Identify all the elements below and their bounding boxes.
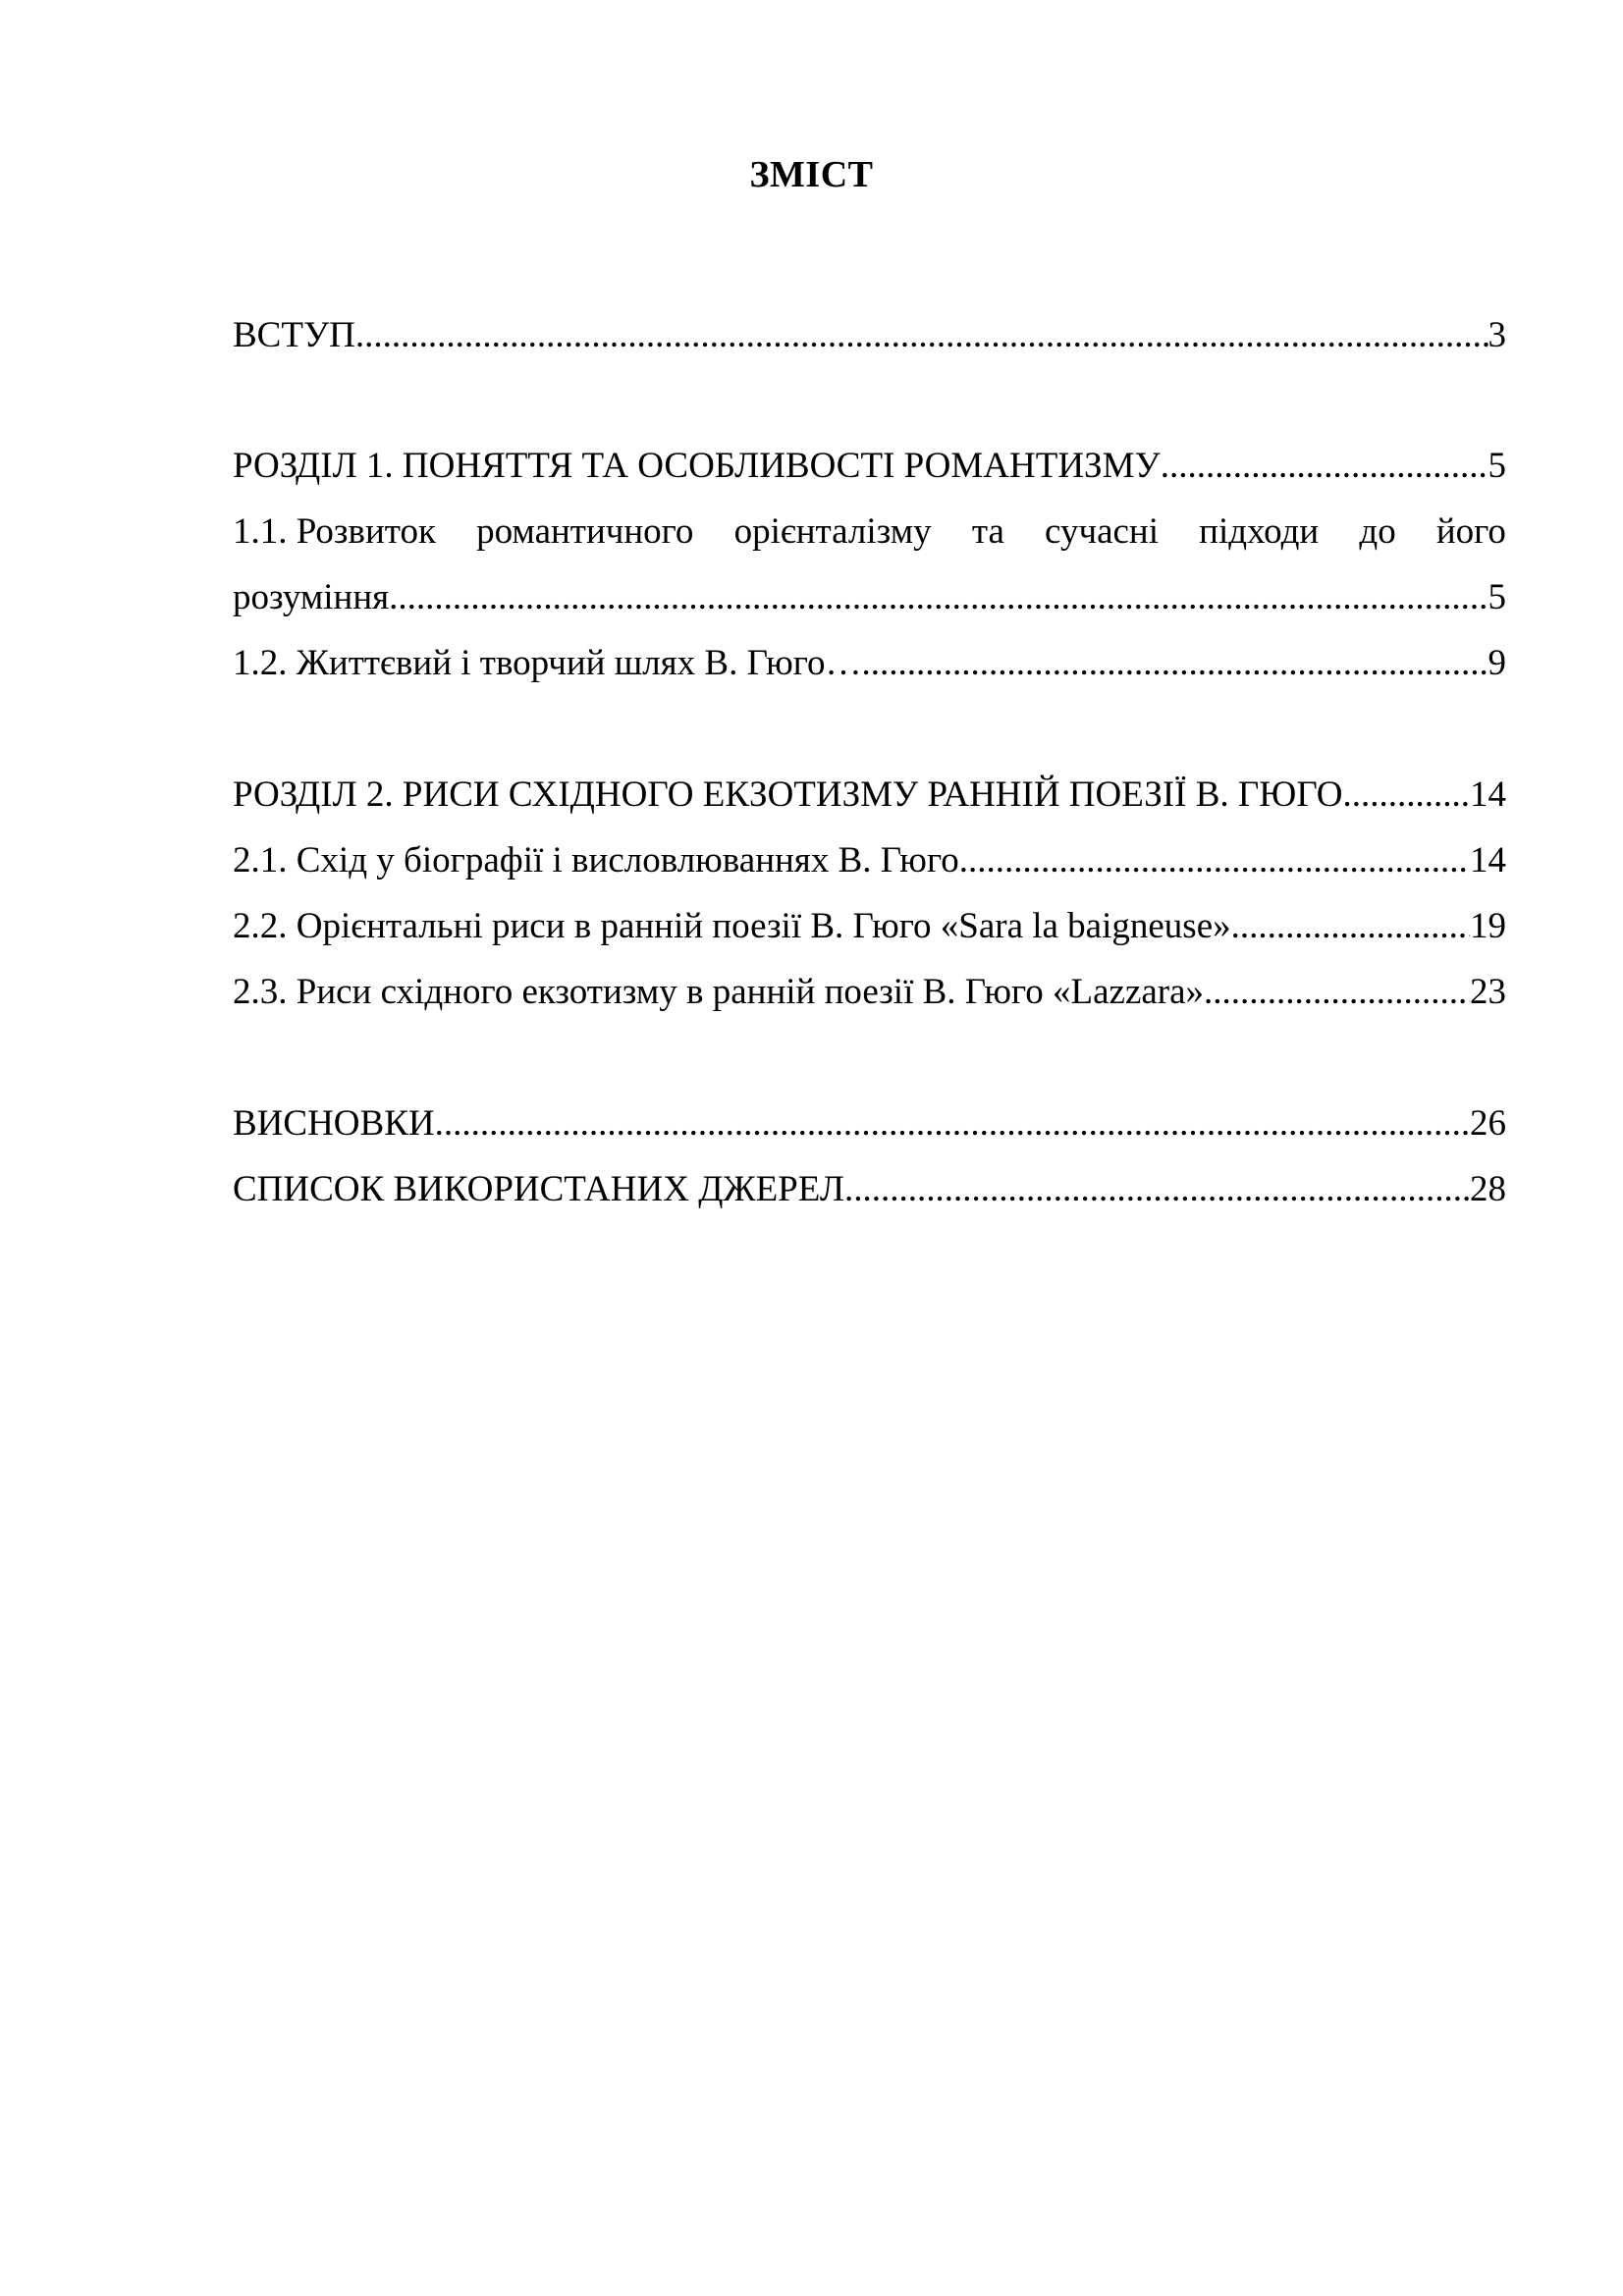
toc-page-number: 3 <box>1488 315 1506 355</box>
dot-leader <box>389 572 1488 623</box>
toc-entry-label: 2.3. Риси східного екзотизму в ранній поезії В. Гюго «Lazzara» <box>233 972 1205 1012</box>
toc-page-number: 5 <box>1488 446 1506 486</box>
toc-entry-label: ВИСНОВКИ <box>233 1103 435 1144</box>
dot-leader <box>862 638 1488 689</box>
dot-leader <box>1343 770 1470 821</box>
toc-entry-label: РОЗДІЛ 2. РИСИ СХІДНОГО ЕКЗОТИЗМУ РАННІЙ ПОЕЗІЇ В. ГЮГО <box>233 774 1343 815</box>
toc-page-number: 14 <box>1470 840 1506 881</box>
toc-page-number: 14 <box>1470 774 1506 815</box>
dot-leader <box>1204 967 1470 1018</box>
toc-entry-label: 2.1. Схід у біографії і висловлюваннях В. Гюго <box>233 840 959 881</box>
toc-entry-references[interactable] <box>233 1164 1506 1215</box>
toc-entry-label: 1.2. Життєвий і творчий шлях В. Гюго… <box>233 643 862 683</box>
toc-entry-section-2-3[interactable] <box>233 967 1506 1018</box>
dot-leader <box>355 310 1488 361</box>
toc-page-number: 19 <box>1470 906 1506 946</box>
toc-entry-intro[interactable] <box>233 310 1506 361</box>
toc-entry-label: 2.2. Орієнтальні риси в ранній поезії В. Гюго «Sara la baigneuse» <box>233 906 1231 946</box>
dot-leader <box>959 835 1470 886</box>
toc-page-number: 26 <box>1470 1103 1506 1144</box>
toc-entry-chapter-1[interactable] <box>233 441 1506 492</box>
page-title: ЗМІСТ <box>749 154 874 195</box>
toc-page-number: 9 <box>1488 643 1506 683</box>
toc-entry-section-2-1[interactable] <box>233 835 1506 886</box>
toc-entry-label-line-2: розуміння <box>233 577 390 617</box>
toc-entry-section-2-2[interactable] <box>233 901 1506 952</box>
toc-page-number: 23 <box>1470 972 1506 1012</box>
toc-entry-label: СПИСОК ВИКОРИСТАНИХ ДЖЕРЕЛ <box>233 1169 844 1209</box>
toc-entry-label-line-1: 1.1. Розвиток романтичного орієнталізму та сучасні підходи до його <box>233 511 1506 552</box>
dot-leader <box>844 1164 1470 1215</box>
toc-entry-label: РОЗДІЛ 1. ПОНЯТТЯ ТА ОСОБЛИВОСТІ РОМАНТИЗМУ <box>233 446 1161 486</box>
toc-page-number: 5 <box>1488 577 1506 617</box>
dot-leader <box>1231 901 1470 952</box>
dot-leader <box>435 1098 1470 1149</box>
dot-leader <box>1161 441 1488 492</box>
toc-entry-conclusions[interactable] <box>233 1098 1506 1149</box>
toc-entry-label: ВСТУП <box>233 315 355 355</box>
toc-entry-section-1-2[interactable] <box>233 638 1506 689</box>
toc-entry-section-1-1[interactable] <box>233 507 1506 623</box>
toc-entry-chapter-2[interactable] <box>233 770 1506 821</box>
toc-page-number: 28 <box>1470 1169 1506 1209</box>
